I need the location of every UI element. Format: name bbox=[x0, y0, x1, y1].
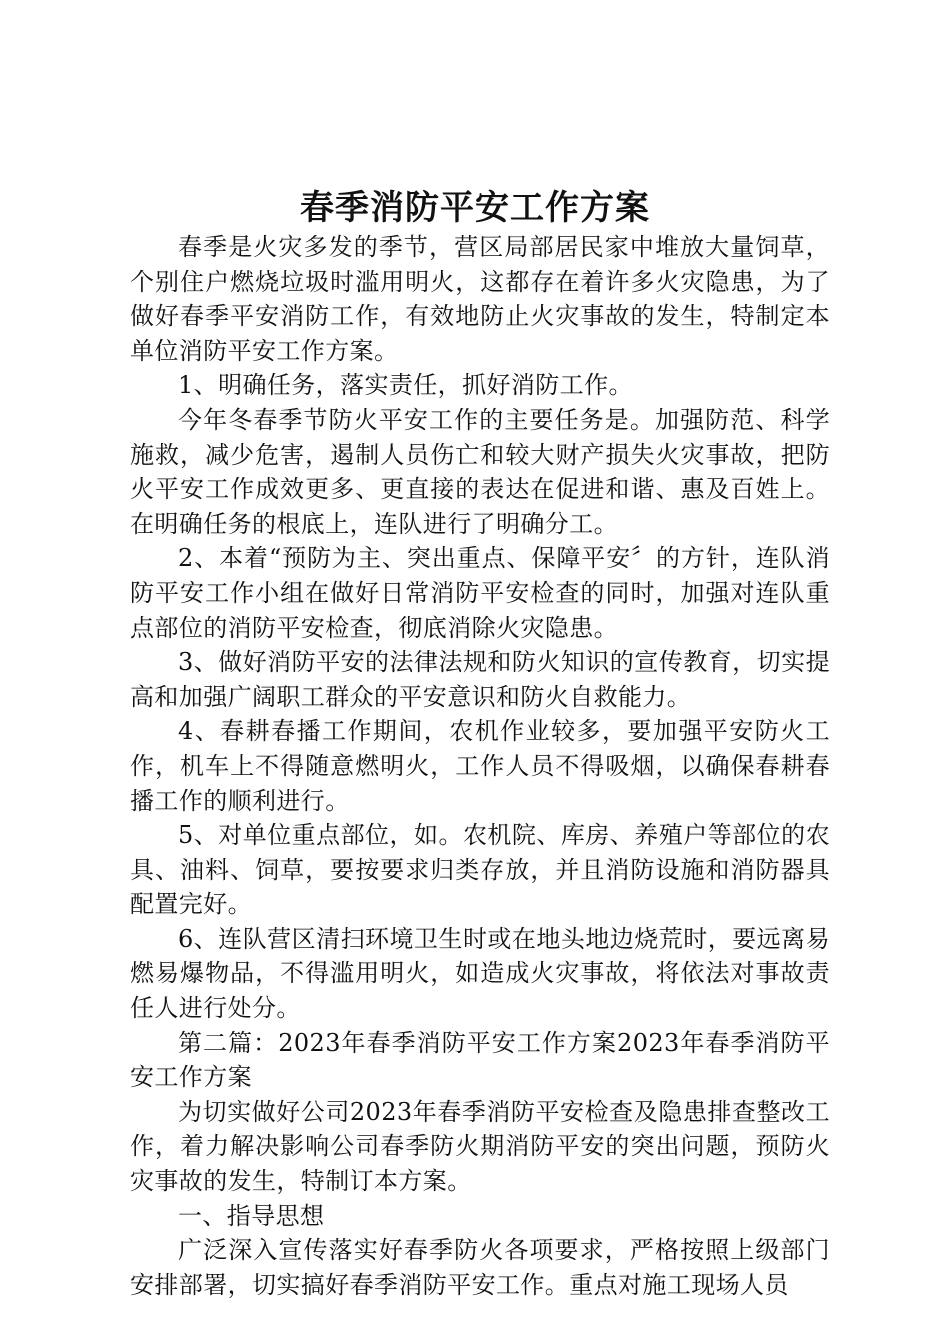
paragraph-item-1: 1、明确任务，落实责任，抓好消防工作。 bbox=[178, 371, 633, 400]
document-title: 春季消防平安工作方案 bbox=[300, 188, 650, 228]
paragraph-item-2: 2、本着“预防为主、突出重点、保障平安〞的方针，连队消防平安工作小组在做好日常消防平安检查的同时，加强对连队重点部位的消防平安检查，彻底消除火灾隐患。 bbox=[130, 544, 830, 642]
paragraph-item-5: 5、对单位重点部位，如。农机院、库房、养殖户等部位的农具、油料、饲草，要按要求归类存放，并且消防设施和消防器具配置完好。 bbox=[130, 821, 830, 919]
paragraph-item-3: 3、做好消防平安的法律法规和防火知识的宣传教育，切实提高和加强广阔职工群众的平安意识和防火自救能力。 bbox=[130, 648, 830, 711]
paragraph-item-6: 6、连队营区清扫环境卫生时或在地头地边烧荒时，要远离易燃易爆物品，不得滥用明火，如造成火灾事故，将依法对事故责任人进行处分。 bbox=[130, 924, 830, 1023]
document-body bbox=[130, 230, 830, 1302]
paragraph-tasks: 今年冬春季节防火平安工作的主要任务是。加强防范、科学施救，减少危害，遏制人员伤亡和较大财产损失火灾事故，把防火平安工作成效更多、更直接的表达在促进和谐、惠及百姓上。在明确任务的根底上，连队进行了明确分工。 bbox=[130, 405, 830, 538]
paragraph-second-part-heading: 第二篇：2023年春季消防平安工作方案2023年春季消防平安工作方案 bbox=[130, 1028, 830, 1092]
paragraph-second-part-intro: 为切实做好公司2023年春季消防平安检查及隐患排查整改工作，着力解决影响公司春季防火期消防平安的突出问题，预防火灾事故的发生，特制订本方案。 bbox=[130, 1097, 830, 1196]
paragraph-item-4: 4、春耕春播工作期间，农机作业较多，要加强平安防火工作，机车上不得随意燃明火，工作人员不得吸烟，以确保春耕春播工作的顺利进行。 bbox=[130, 717, 830, 815]
paragraph-intro: 春季是火灾多发的季节，营区局部居民家中堆放大量饲草，个别住户燃烧垃圾时滥用明火，这都存在着许多火灾隐患，为了做好春季平安消防工作，有效地防止火灾事故的发生，特制定本单位消防平安工作方案。 bbox=[130, 233, 830, 365]
section-heading-guiding-thought: 一、指导思想 bbox=[178, 1201, 325, 1230]
paragraph-guiding-thought: 广泛深入宣传落实好春季防火各项要求，严格按照上级部门安排部署，切实搞好春季消防平安工作。重点对施工现场人员 bbox=[130, 1236, 830, 1299]
